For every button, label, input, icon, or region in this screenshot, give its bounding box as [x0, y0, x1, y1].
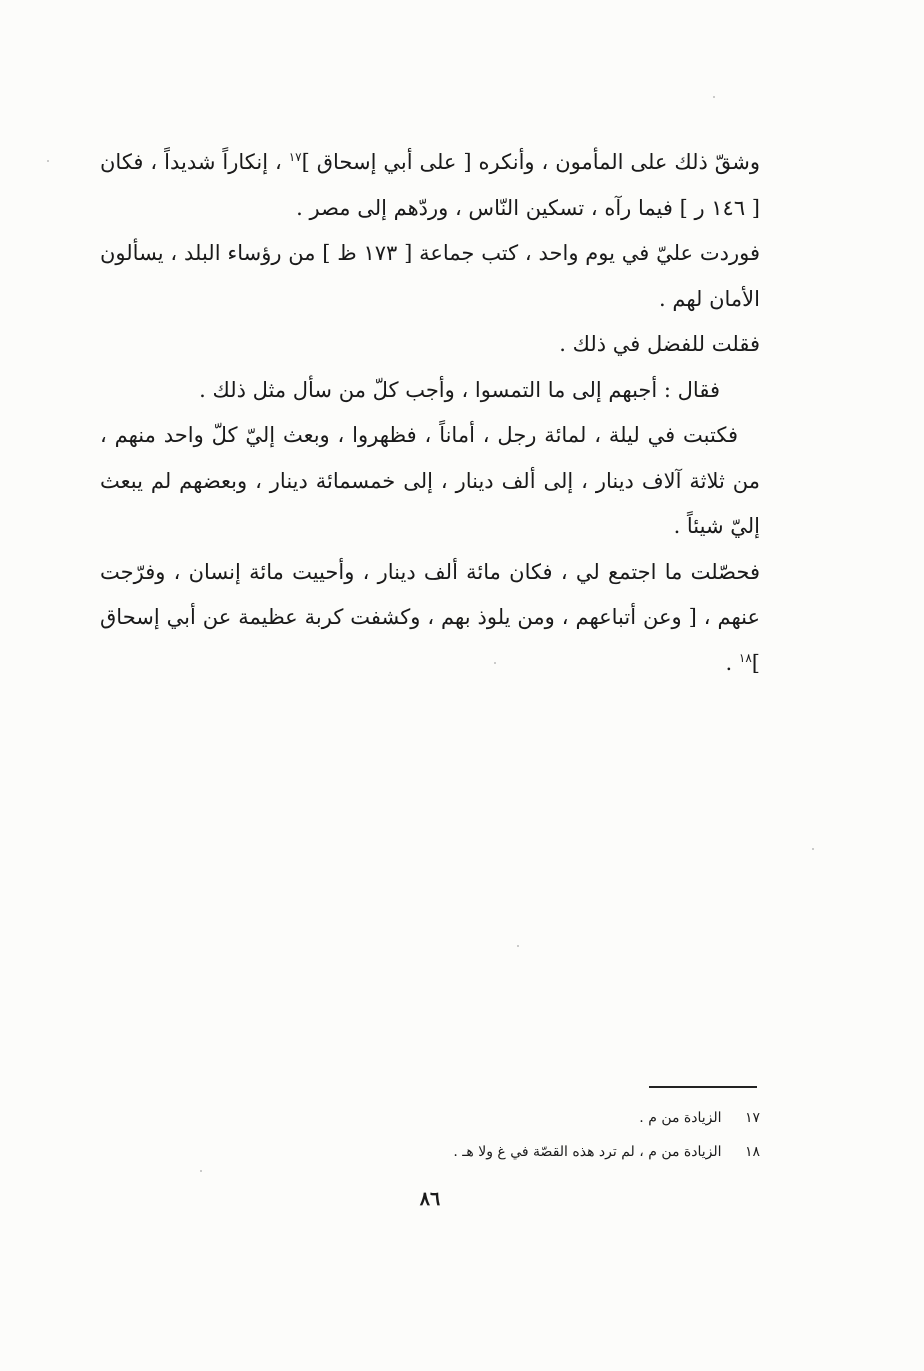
- footnote-17: [360, 1101, 760, 1135]
- page-number: ٨٦: [419, 1188, 441, 1210]
- paragraph-5: فكتبت في ليلة ، لمائة رجل ، أماناً ، فظهروا ، وبعث إليّ كلّ واحد منهم ، من ثلاثة آلاف دينار ، إلى ألف دينار ، إلى خمسمائة دينار ، وبعضهم لم يبعث إليّ شيئاً .: [100, 423, 760, 538]
- footnote-text: الزيادة من م ، لم ترد هذه القصّة في غ ولا هـ .: [453, 1144, 722, 1160]
- paragraph-1-text-a: وشقّ ذلك على المأمون ، وأنكره [ على أبي إسحاق ]: [301, 150, 761, 174]
- paper-speck: [812, 848, 814, 850]
- footnote-separator: [649, 1086, 757, 1088]
- footnote-number: ١٨: [744, 1144, 760, 1160]
- footnote-number: ١٧: [744, 1110, 760, 1126]
- paper-speck: [494, 662, 496, 664]
- footnotes: [360, 1101, 760, 1169]
- footnote-text: الزيادة من م .: [639, 1110, 722, 1126]
- footnote-marker-18: ١٨: [738, 650, 752, 665]
- main-text: [100, 140, 760, 686]
- paragraph-4: فقال : أجبهم إلى ما التمسوا ، وأجب كلّ من سأل مثل ذلك .: [199, 377, 720, 402]
- paragraph-6-text-b: .: [725, 650, 739, 675]
- footnote-marker-17: ١٧: [288, 150, 302, 164]
- paper-speck: [713, 96, 715, 98]
- paragraph-1: [100, 140, 760, 231]
- paragraph-3: فقلت للفضل في ذلك .: [559, 332, 760, 356]
- paragraph-2: فوردت عليّ في يوم واحد ، كتب جماعة [ ١٧٣ ظ ] من رؤساء البلد ، يسألون الأمان لهم .: [100, 241, 760, 311]
- paper-speck: [47, 160, 49, 162]
- paper-speck: [200, 1170, 202, 1172]
- paragraph-1-text-b: ، إنكاراً شديداً ، فكان [ ١٤٦ ر ] فيما رآه ، تسكين النّاس ، وردّهم إلى مصر .: [100, 150, 760, 220]
- paragraph-6: [100, 550, 760, 687]
- paper-speck: [517, 945, 519, 947]
- footnote-18: [360, 1135, 760, 1169]
- paragraph-6-text-a: فحصّلت ما اجتمع لي ، فكان مائة ألف دينار ، وأحييت مائة إنسان ، وفرّجت عنهم ، [ وعن أتباعهم ، ومن يلوذ بهم ، وكشفت كربة عظيمة عن أبي إسحاق ]: [100, 559, 760, 675]
